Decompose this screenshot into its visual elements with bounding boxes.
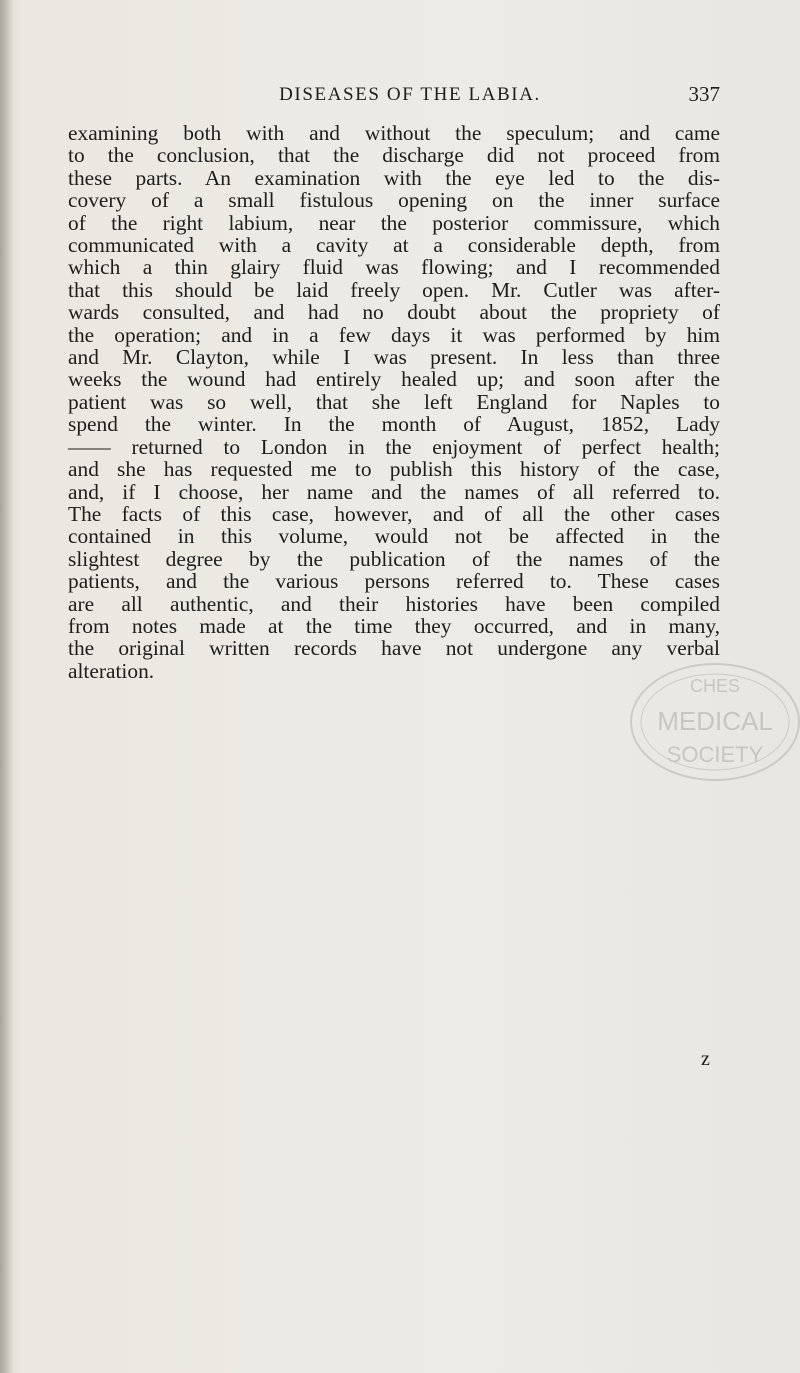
stamp-text-bot: SOCIETY	[666, 742, 764, 767]
text-line: that this should be laid freely open. Mr. Cutler was after-	[68, 277, 720, 302]
text-line: covery of a small fistulous opening on the inner surface	[68, 188, 720, 213]
stamp-text-mid: MEDICAL	[657, 706, 773, 736]
text-line: The facts of this case, however, and of all the other cases	[68, 501, 720, 526]
text-line: of the right labium, near the posterior commissure, which	[68, 210, 720, 235]
text-line: contained in this volume, would not be affected in the	[68, 524, 720, 549]
signature-mark: z	[701, 1048, 710, 1070]
body-paragraph	[68, 122, 720, 682]
text-line: from notes made at the time they occurred, and in many,	[68, 613, 720, 638]
library-stamp	[625, 660, 800, 785]
text-line: and, if I choose, her name and the names of all referred to.	[68, 479, 720, 504]
text-line: —— returned to London in the enjoyment of perfect health;	[68, 434, 720, 459]
running-title: DISEASES OF THE LABIA.	[279, 84, 541, 105]
page-number: 337	[688, 82, 720, 106]
stamp-text-top: CHES	[689, 676, 741, 696]
spine-shadow	[0, 0, 14, 1373]
running-head	[100, 82, 720, 112]
text-line: and Mr. Clayton, while I was present. In less than three	[68, 345, 720, 370]
text-line: and she has requested me to publish this history of the case,	[68, 457, 720, 482]
text-line: alteration.	[68, 658, 155, 683]
text-line: examining both with and without the speculum; and came	[68, 121, 720, 145]
text-line: are all authentic, and their histories have been compiled	[68, 591, 720, 616]
text-line: which a thin glairy fluid was flowing; and I recommended	[68, 255, 720, 280]
text-line: to the conclusion, that the discharge did not proceed from	[68, 143, 720, 168]
text-line: the original written records have not undergone any verbal	[68, 636, 720, 661]
text-line: patients, and the various persons referred to. These cases	[68, 569, 720, 594]
text-line: these parts. An examination with the eye led to the dis-	[68, 165, 720, 190]
text-line: wards consulted, and had no doubt about the propriety of	[68, 300, 720, 325]
text-line: weeks the wound had entirely healed up; and soon after the	[68, 367, 720, 392]
text-line: the operation; and in a few days it was performed by him	[68, 322, 720, 347]
text-line: slightest degree by the publication of the names of the	[68, 546, 720, 571]
text-line: spend the winter. In the month of August, 1852, Lady	[68, 412, 720, 437]
text-line: communicated with a cavity at a considerable depth, from	[68, 233, 720, 258]
text-line: patient was so well, that she left England for Naples to	[68, 389, 720, 414]
